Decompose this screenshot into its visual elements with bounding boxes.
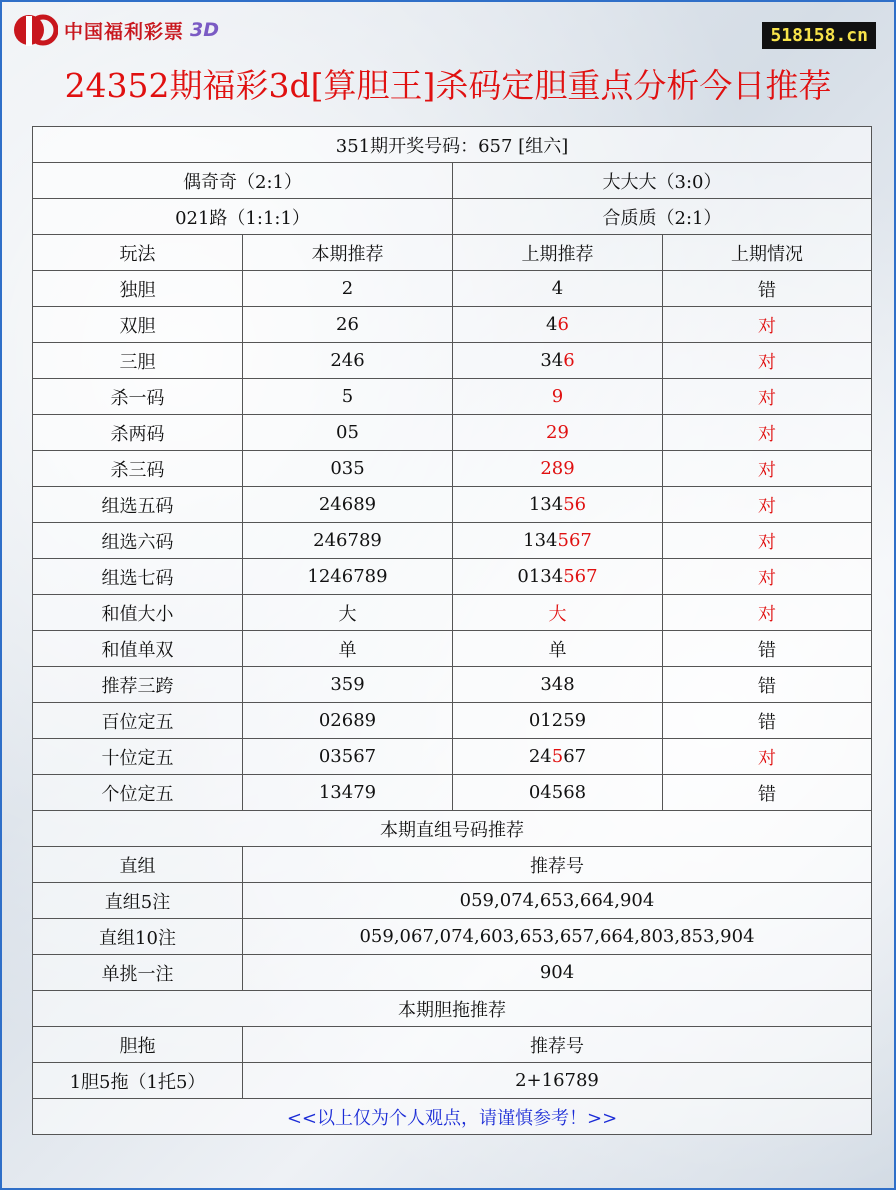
current-recommendation: 24689 [243, 487, 453, 523]
previous-recommendation [453, 631, 663, 667]
section-col-numbers: 推荐号 [243, 847, 872, 883]
table-row [33, 379, 872, 415]
result-status: 对 [663, 595, 872, 631]
current-recommendation: 大 [243, 595, 453, 631]
current-recommendation: 246789 [243, 523, 453, 559]
current-recommendation: 02689 [243, 703, 453, 739]
disclaimer: <<以上仅为个人观点，请谨慎参考！>> [33, 1099, 872, 1135]
current-recommendation: 246 [243, 343, 453, 379]
current-recommendation: 359 [243, 667, 453, 703]
section-row-label: 直组5注 [33, 883, 243, 919]
section-row [33, 955, 872, 991]
previous-hit: 56 [563, 494, 587, 515]
play-label: 和值单双 [33, 631, 243, 667]
result-status: 错 [663, 775, 872, 811]
previous-recommendation [453, 775, 663, 811]
previous-plain: 34 [540, 350, 564, 371]
previous-hit: 9 [551, 386, 564, 407]
previous-recommendation [453, 703, 663, 739]
lottery-logo [12, 10, 219, 50]
previous-plain: 04568 [528, 782, 587, 803]
table-row [33, 739, 872, 775]
previous-hit: 567 [557, 530, 592, 551]
section-row [33, 919, 872, 955]
previous-recommendation [453, 451, 663, 487]
table-row [33, 523, 872, 559]
table-row [33, 415, 872, 451]
section-row-value: 059,067,074,603,653,657,664,803,853,904 [243, 919, 872, 955]
previous-recommendation [453, 739, 663, 775]
site-badge[interactable]: 518158.cn [762, 22, 876, 49]
previous-recommendation [453, 487, 663, 523]
col-header-previous: 上期推荐 [453, 235, 663, 271]
section-row-value: 059,074,653,664,904 [243, 883, 872, 919]
previous-hit: 大 [548, 603, 567, 625]
previous-plain: 134 [528, 494, 564, 515]
result-status: 对 [663, 451, 872, 487]
play-label: 组选七码 [33, 559, 243, 595]
section-row [33, 883, 872, 919]
play-label: 杀一码 [33, 379, 243, 415]
table-row [33, 559, 872, 595]
play-label: 杀三码 [33, 451, 243, 487]
table-row [33, 775, 872, 811]
parity-pattern: 偶奇奇（2:1） [33, 163, 453, 199]
previous-plain: 348 [540, 674, 575, 695]
section-row-label: 单挑一注 [33, 955, 243, 991]
current-recommendation: 1246789 [243, 559, 453, 595]
play-label: 杀两码 [33, 415, 243, 451]
previous-recommendation [453, 271, 663, 307]
previous-recommendation [453, 307, 663, 343]
section-title-row [33, 811, 872, 847]
draw-row [33, 127, 872, 163]
play-label: 组选五码 [33, 487, 243, 523]
previous-hit: 5 [551, 746, 564, 767]
result-status: 错 [663, 703, 872, 739]
current-recommendation: 035 [243, 451, 453, 487]
welfare-lottery-logo-icon [12, 10, 58, 50]
current-recommendation: 05 [243, 415, 453, 451]
current-recommendation: 03567 [243, 739, 453, 775]
section-header-row [33, 1027, 872, 1063]
header-row [33, 235, 872, 271]
previous-plain: 24 [528, 746, 552, 767]
section-col-type: 胆拖 [33, 1027, 243, 1063]
section-title: 本期胆拖推荐 [33, 991, 872, 1027]
footer-row [33, 1099, 872, 1135]
section-title: 本期直组号码推荐 [33, 811, 872, 847]
logo-text: 中国福利彩票 [64, 20, 185, 43]
current-recommendation: 2 [243, 271, 453, 307]
play-label: 十位定五 [33, 739, 243, 775]
play-label: 双胆 [33, 307, 243, 343]
result-status: 对 [663, 523, 872, 559]
previous-recommendation [453, 667, 663, 703]
previous-hit: 289 [540, 458, 575, 479]
previous-tail: 67 [563, 746, 587, 767]
result-status: 对 [663, 487, 872, 523]
play-label: 和值大小 [33, 595, 243, 631]
current-recommendation: 26 [243, 307, 453, 343]
col-header-result: 上期情况 [663, 235, 872, 271]
section-row-label: 直组10注 [33, 919, 243, 955]
previous-recommendation [453, 523, 663, 559]
table-row [33, 271, 872, 307]
result-status: 对 [663, 379, 872, 415]
play-label: 三胆 [33, 343, 243, 379]
table-row [33, 487, 872, 523]
pattern-row [33, 199, 872, 235]
table-row [33, 307, 872, 343]
page-title: 24352期福彩3d[算胆王]杀码定胆重点分析今日推荐 [64, 66, 832, 105]
section-row-label: 1胆5拖（1托5） [33, 1063, 243, 1099]
col-header-play: 玩法 [33, 235, 243, 271]
previous-plain: 4 [551, 278, 564, 299]
recommendation-table [32, 126, 872, 1135]
previous-recommendation [453, 415, 663, 451]
section-row-value: 904 [243, 955, 872, 991]
play-label: 个位定五 [33, 775, 243, 811]
result-status: 对 [663, 415, 872, 451]
section-title-row [33, 991, 872, 1027]
result-status: 对 [663, 307, 872, 343]
result-status: 对 [663, 343, 872, 379]
section-header-row [33, 847, 872, 883]
current-recommendation: 5 [243, 379, 453, 415]
section-row [33, 1063, 872, 1099]
play-label: 推荐三跨 [33, 667, 243, 703]
previous-hit: 567 [563, 566, 598, 587]
previous-hit: 29 [546, 422, 569, 443]
result-status: 对 [663, 739, 872, 775]
road-pattern: 021路（1:1:1） [33, 199, 453, 235]
result-status: 错 [663, 271, 872, 307]
play-label: 百位定五 [33, 703, 243, 739]
previous-recommendation [453, 559, 663, 595]
previous-plain: 0134 [517, 566, 564, 587]
logo-3d: 3D [190, 19, 220, 41]
previous-plain: 单 [548, 639, 567, 661]
size-pattern: 大大大（3:0） [453, 163, 872, 199]
draw-result: 351期开奖号码：657 [组六] [33, 127, 872, 163]
table-row [33, 667, 872, 703]
previous-recommendation [453, 595, 663, 631]
previous-hit: 6 [557, 314, 569, 335]
current-recommendation: 13479 [243, 775, 453, 811]
previous-recommendation [453, 343, 663, 379]
section-col-type: 直组 [33, 847, 243, 883]
previous-hit: 6 [563, 350, 575, 371]
previous-recommendation [453, 379, 663, 415]
result-status: 错 [663, 631, 872, 667]
table-row [33, 343, 872, 379]
table-row [33, 451, 872, 487]
section-row-value: 2+16789 [243, 1063, 872, 1099]
previous-plain: 4 [546, 314, 558, 335]
table-row [33, 703, 872, 739]
previous-plain: 01259 [528, 710, 587, 731]
col-header-current: 本期推荐 [243, 235, 453, 271]
section-col-numbers: 推荐号 [243, 1027, 872, 1063]
result-status: 错 [663, 667, 872, 703]
previous-plain: 134 [523, 530, 558, 551]
table-row [33, 595, 872, 631]
prime-pattern: 合质质（2:1） [453, 199, 872, 235]
current-recommendation: 单 [243, 631, 453, 667]
table-row [33, 631, 872, 667]
pattern-row [33, 163, 872, 199]
play-label: 组选六码 [33, 523, 243, 559]
play-label: 独胆 [33, 271, 243, 307]
result-status: 对 [663, 559, 872, 595]
